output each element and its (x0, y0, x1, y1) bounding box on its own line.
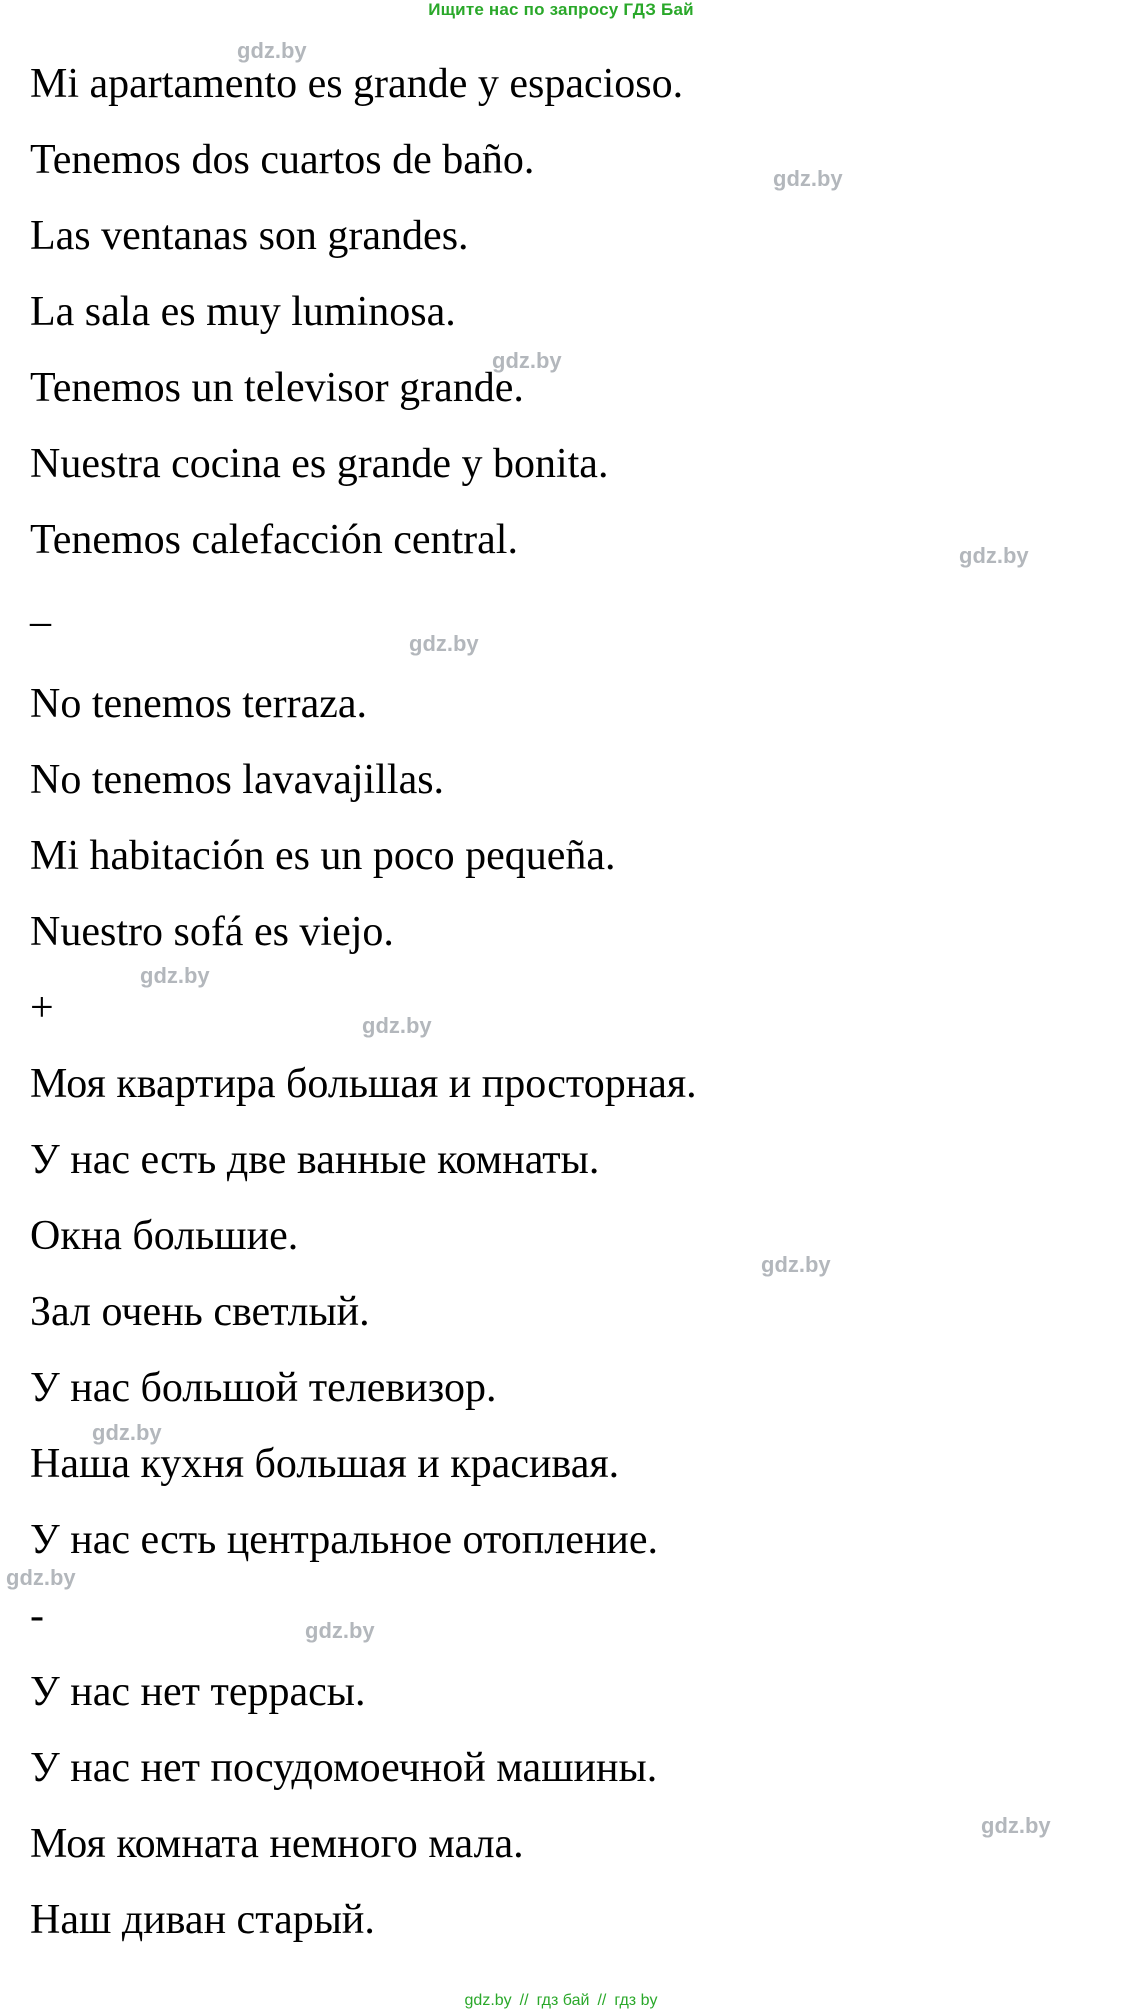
watermark-text: gdz.by (492, 348, 562, 373)
text-block-russian-positive (30, 970, 1090, 1578)
watermark-text: gdz.by (761, 1252, 831, 1277)
text-line: Tenemos dos cuartos de baño. (30, 137, 535, 183)
text-line: La sala es muy luminosa. (30, 289, 456, 335)
plus-sign-marker: + (30, 985, 54, 1031)
text-block-russian-negative (30, 1578, 1090, 1958)
bottom-banner-part: гдз by (614, 1992, 658, 2009)
watermark-text: gdz.by (959, 543, 1029, 568)
text-line: Наша кухня большая и красивая. (30, 1441, 620, 1487)
watermark-text: gdz.by (773, 166, 843, 191)
text-line: Nuestro sofá es viejo. (30, 909, 394, 955)
watermark-text: gdz.by (92, 1420, 162, 1445)
watermark-text: gdz.by (305, 1618, 375, 1643)
bottom-banner-part: гдз бай (536, 1992, 590, 2009)
watermark-text: gdz.by (362, 1013, 432, 1038)
text-line: Mi habitación es un poco pequeña. (30, 833, 616, 879)
bottom-banner-part: gdz.by (464, 1992, 512, 2009)
text-block-spanish-negative (30, 578, 1090, 970)
watermark-text: gdz.by (409, 631, 479, 656)
text-line: Моя квартира большая и просторная. (30, 1061, 697, 1107)
text-line: У нас есть две ванные комнаты. (30, 1137, 600, 1183)
text-line: Зал очень светлый. (30, 1289, 370, 1335)
bottom-banner-part: // (597, 1992, 607, 2009)
text-line: No tenemos terraza. (30, 681, 368, 727)
text-line: Наш диван старый. (30, 1897, 375, 1943)
text-line: Las ventanas son grandes. (30, 213, 469, 259)
text-line: No tenemos lavavajillas. (30, 757, 445, 803)
minus-sign-marker: - (30, 1593, 44, 1639)
text-line: Tenemos calefacción central. (30, 517, 518, 563)
text-block-spanish-positive (30, 46, 1090, 578)
text-line: У нас нет террасы. (30, 1669, 366, 1715)
bottom-promo-banner (0, 1992, 1122, 2010)
text-line: У нас есть центральное отопление. (30, 1517, 658, 1563)
text-line: Tenemos un televisor grande. (30, 365, 524, 411)
text-line: Моя комната немного мала. (30, 1821, 524, 1867)
bottom-banner-part: // (519, 1992, 529, 2009)
text-line: Окна большие. (30, 1213, 299, 1259)
watermark-text: gdz.by (140, 963, 210, 988)
watermark-text: gdz.by (237, 38, 307, 63)
text-line: У нас большой телевизор. (30, 1365, 497, 1411)
top-promo-banner: Ищите нас по запросу ГДЗ Бай (428, 0, 694, 19)
text-line: Nuestra cocina es grande y bonita. (30, 441, 609, 487)
text-line: Mi apartamento es grande y espacioso. (30, 61, 684, 107)
document-body (30, 46, 1090, 1958)
watermark-text: gdz.by (981, 1813, 1051, 1838)
watermark-text: gdz.by (6, 1565, 76, 1590)
text-line: У нас нет посудомоечной машины. (30, 1745, 658, 1791)
minus-sign-marker: – (30, 599, 51, 645)
